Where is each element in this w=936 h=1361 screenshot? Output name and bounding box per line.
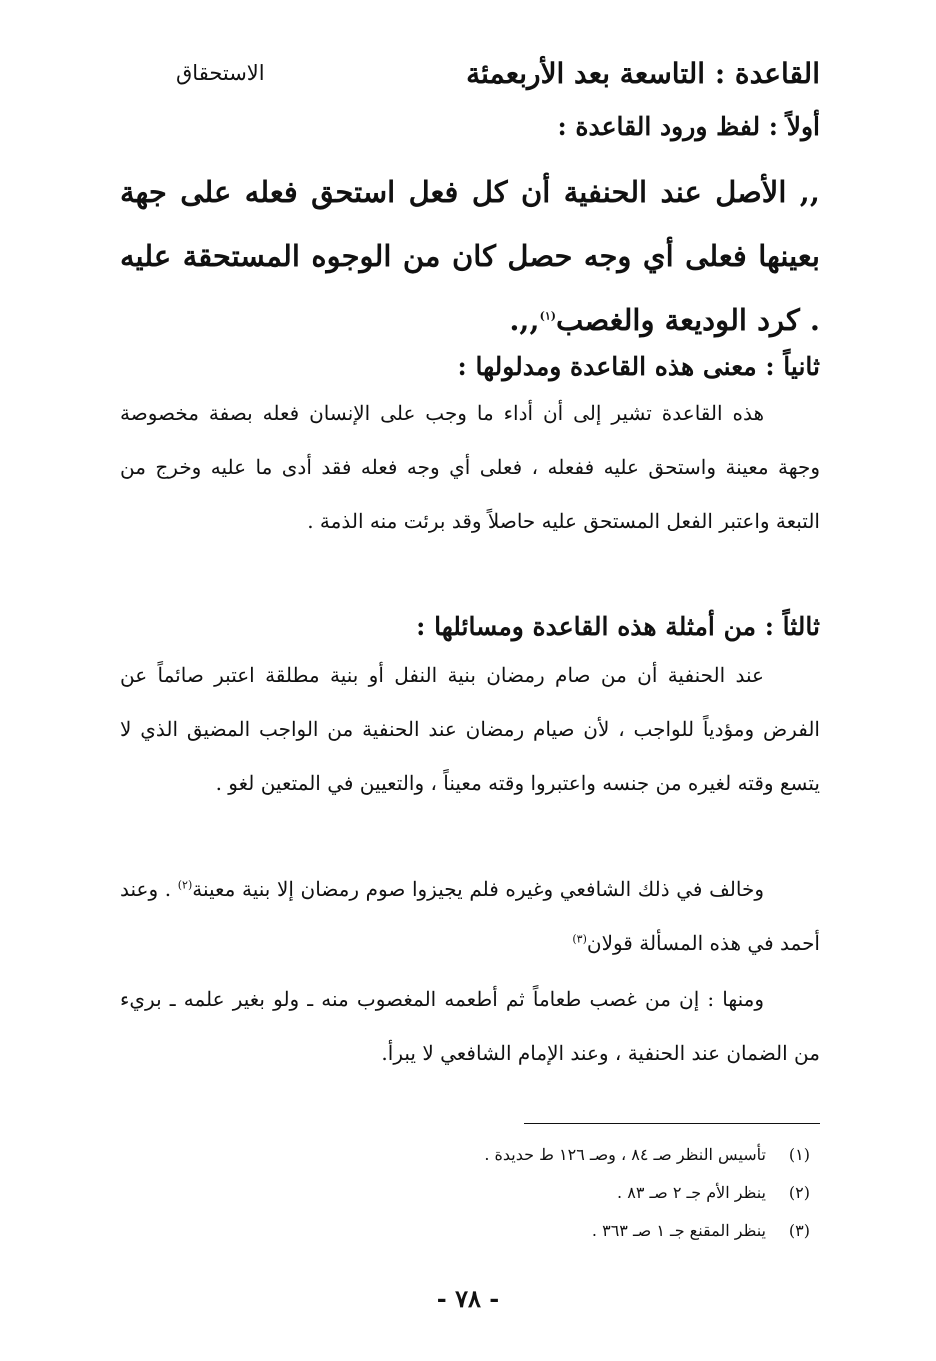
footnote-text: ينظر الأم جـ ٢ صـ ٨٣ . (617, 1183, 766, 1202)
footnote-separator (524, 1123, 820, 1124)
chapter-title: القاعدة : التاسعة بعد الأربعمئة (466, 56, 820, 90)
rule-quote-end: ,,. (509, 303, 540, 337)
example-paragraph-2-text-b: . وعند أحمد في هذه المسألة قولان (120, 877, 820, 955)
example-paragraph-3: ومنها : إن من غصب طعاماً ثم أطعمه المغصوب منه ـ ولو بغير علمه ـ بريء من الضمان عند الحنفية ، وعند الإمام الشافعي لا يبرأ. (120, 987, 820, 1065)
page-number: - ٧٨ - (436, 1284, 500, 1313)
example-paragraph-2-text-a: وخالف في ذلك الشافعي وغيره فلم يجيزوا صوم رمضان إلا بنية معينة (192, 877, 765, 901)
page-header (120, 48, 820, 98)
footnote-number: (٢) (788, 1183, 810, 1202)
footnote-item (120, 1174, 810, 1212)
example-paragraph-1: عند الحنفية أن من صام رمضان بنية النفل أو بنية مطلقة اعتبر صائماً عن الفرض ومؤدياً للواجب ، لأن صيام رمضان عند الحنفية من الواجب المضيق الذي لا يتسع وقته لغيره من جنسه واعتبروا وقته معيناً ، والتعيين في المتعين لغو . (120, 663, 820, 795)
footnote-text: ينظر المقنع جـ ١ صـ ٣٦٣ . (591, 1221, 766, 1240)
footnote-ref-3: (٣) (572, 932, 587, 946)
footnote-text: تأسيس النظر صـ ٨٤ ، وصـ ١٢٦ ط حديدة . (484, 1145, 766, 1164)
footnote-number: (٣) (788, 1221, 810, 1240)
rule-quote (120, 160, 820, 352)
section-heading-meaning: ثانياً : معنى هذه القاعدة ومدلولها : (457, 352, 820, 381)
running-head: الاستحقاق (176, 61, 265, 85)
footnote-ref-1: (١) (539, 309, 556, 323)
footnotes-list (120, 1136, 810, 1250)
meaning-paragraph: هذه القاعدة تشير إلى أن أداء ما وجب على الإنسان فعله بصفة مخصوصة وجهة معينة واستحق عليه ففعله ، فعلى أي وجه فعله فقد أدى ما عليه وخرج من التبعة واعتبر الفعل المستحق عليه حاصلاً وقد برئت منه الذمة . (120, 401, 820, 533)
footnote-ref-2: (٢) (177, 878, 193, 892)
section-heading-wording: أولاً : لفظ ورود القاعدة : (557, 112, 820, 141)
footnote-number: (١) (788, 1145, 810, 1164)
rule-quote-text: ,, الأصل عند الحنفية أن كل فعل استحق فعله على جهة بعينها فعلى أي وجه حصل كان من الوجوه المستحقة عليه . كرد الوديعة والغصب (120, 175, 820, 337)
footnote-item (120, 1136, 810, 1174)
footnote-item (120, 1212, 810, 1250)
section-heading-examples: ثالثاً : من أمثلة هذه القاعدة ومسائلها : (416, 612, 820, 641)
example-paragraph-2 (120, 862, 820, 970)
